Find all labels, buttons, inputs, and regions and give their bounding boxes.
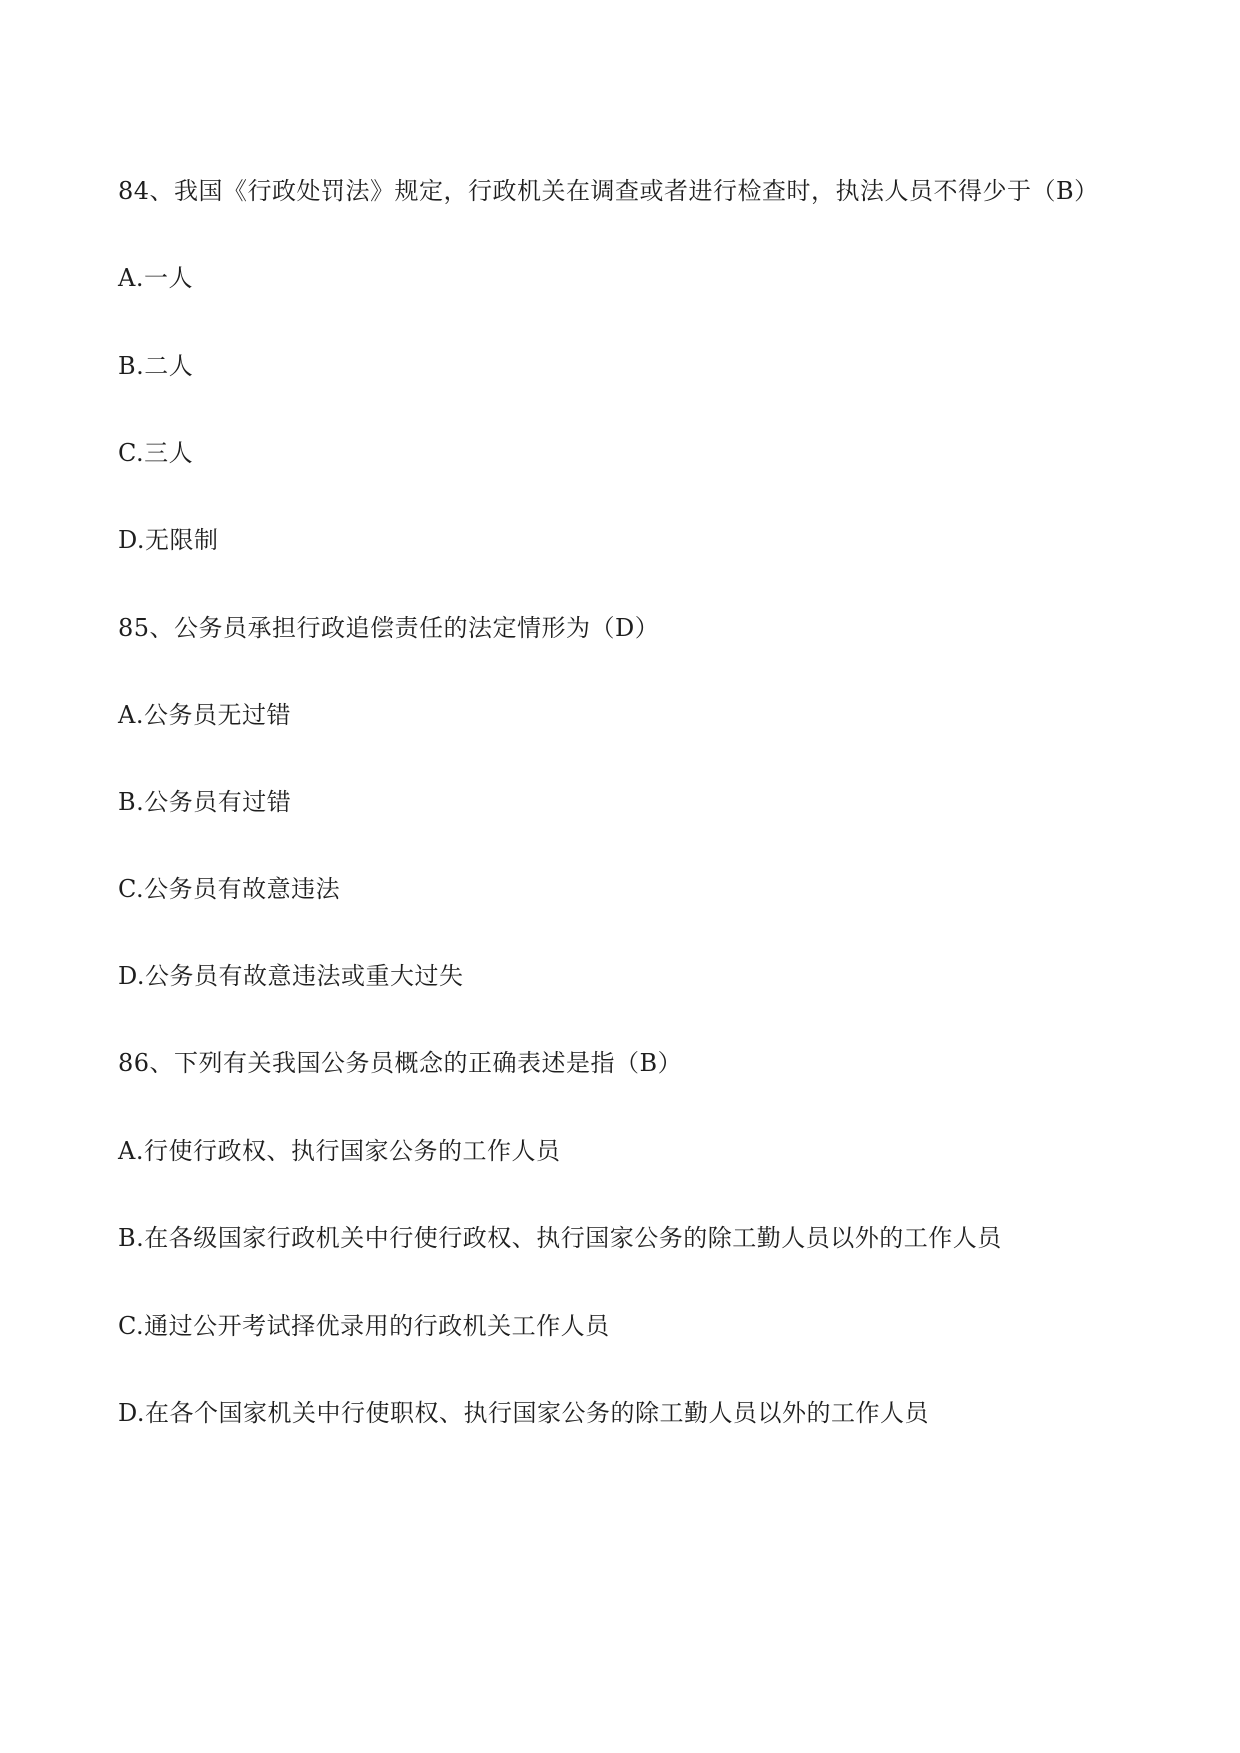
question-84-stem: 84、我国《行政处罚法》规定，行政机关在调查或者进行检查时，执法人员不得少于（B） bbox=[118, 177, 1099, 205]
question-84-option-c: C.三人 bbox=[118, 439, 194, 467]
question-85-option-c: C.公务员有故意违法 bbox=[118, 875, 341, 903]
question-85-option-b: B.公务员有过错 bbox=[118, 788, 292, 816]
question-85-stem: 85、公务员承担行政追偿责任的法定情形为（D） bbox=[118, 614, 660, 642]
question-86-option-a: A.行使行政权、执行国家公务的工作人员 bbox=[118, 1137, 561, 1165]
question-84-option-b: B.二人 bbox=[118, 352, 194, 380]
question-86-option-d: D.在各个国家机关中行使职权、执行国家公务的除工勤人员以外的工作人员 bbox=[118, 1399, 930, 1427]
question-85-option-d: D.公务员有故意违法或重大过失 bbox=[118, 962, 464, 990]
question-84-option-d: D.无限制 bbox=[118, 526, 219, 554]
question-86-option-b: B.在各级国家行政机关中行使行政权、执行国家公务的除工勤人员以外的工作人员 bbox=[118, 1224, 1002, 1252]
question-86-stem: 86、下列有关我国公务员概念的正确表述是指（B） bbox=[118, 1049, 683, 1077]
question-86-option-c: C.通过公开考试择优录用的行政机关工作人员 bbox=[118, 1312, 610, 1340]
question-85-option-a: A.公务员无过错 bbox=[118, 701, 291, 729]
question-84-option-a: A.一人 bbox=[118, 264, 193, 292]
